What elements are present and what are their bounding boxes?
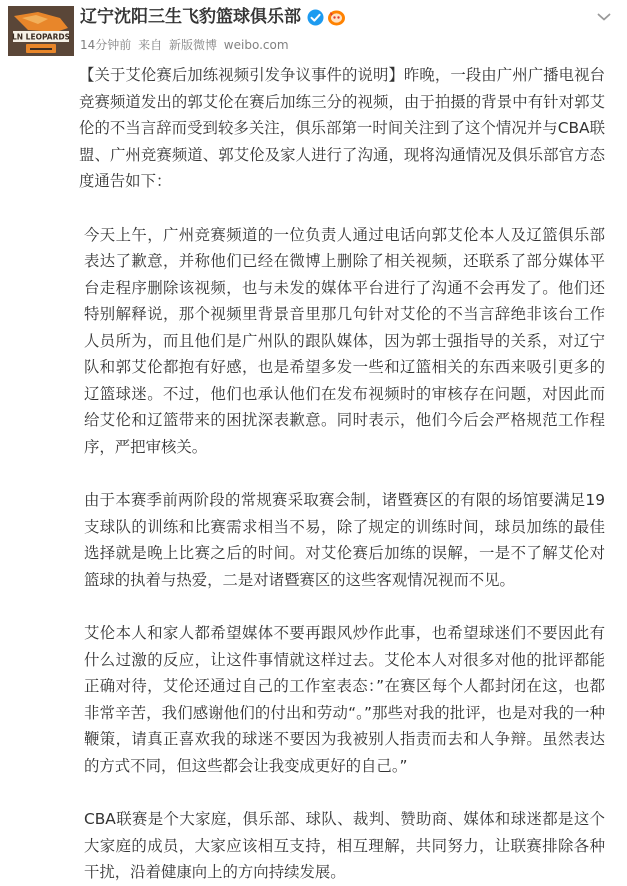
chevron-down-icon[interactable] — [595, 8, 613, 26]
avatar[interactable] — [8, 6, 74, 56]
paragraph-1: 【关于艾伦赛后加练视频引发争议事件的说明】昨晚，一段由广州广播电视台竞赛频道发出的郭艾伦在赛后加练三分的视频，由于拍摄的背景中有针对郭艾伦的不当言辞而受到较多关注，俱乐部第一时间关注到了这个情况并与CBA联盟、广州竞赛频道、郭艾伦及家人进行了沟通，现将沟通情况及俱乐部官方态度通告如下： — [79, 66, 605, 190]
post-time[interactable]: 14分钟前 — [80, 38, 132, 52]
leopards-logo-icon — [8, 6, 74, 56]
source-prefix: 来自 — [138, 38, 163, 52]
paragraph-2: 今天上午，广州竞赛频道的一位负责人通过电话向郭艾伦本人及辽篮俱乐部表达了歉意，并称他们已经在微博上删除了相关视频，还联系了部分媒体平台走程序删除该视频，也与未发的媒体平台进行了沟通不会再发了。他们还特别解释说，那个视频里背景音里那几句针对艾伦的不当言辞绝非该台工作人员所为，而且他们是广州队的跟队媒体，因为郭士强指导的关系，对辽宁队和郭艾伦都抱有好感，也是希望多发一些和辽篮相关的东西来吸引更多的辽篮球迷。不过，他们也承认他们在发布视频时的审核存在问题，对因此而给艾伦和辽篮带来的困扰深表歉意。同时表示，他们今后会严格规范工作程序，严把审核关。 — [84, 225, 605, 456]
paragraph-5: CBA联赛是个大家庭，俱乐部、球队、裁判、赞助商、媒体和球迷都是这个大家庭的成员，大家应该相互支持，相互理解，共同努力，让联赛排除各种干扰，沿着健康向上的方向持续发展。 — [84, 810, 605, 881]
avatar-label: LN LEOPARDS — [12, 32, 70, 42]
author-name[interactable]: 辽宁沈阳三生飞豹篮球俱乐部 — [80, 7, 301, 27]
post-header — [0, 0, 627, 62]
author-row — [80, 6, 346, 28]
post-content — [0, 62, 627, 886]
member-badge-icon[interactable] — [327, 9, 346, 26]
paragraph-4: 艾伦本人和家人都希望媒体不要再跟风炒作此事，也希望球迷们不要因此有什么过激的反应，让这件事情就这样过去。艾伦本人对很多对他的批评都能正确对待，艾伦还通过自己的工作室表态：”在赛区每个人都封闭在这，也都非常辛苦，我们感谢他们的付出和劳动“。”那些对我的批评，也是对我的一种鞭策，请真正喜欢我的球迷不要因为我被别人指责而去和人争辩。虽然表达的方式不同，但这些都会让我变成更好的自己。” — [84, 624, 605, 775]
verified-badge-icon — [307, 9, 324, 26]
source-site: weibo.com — [223, 38, 289, 52]
source-name[interactable]: 新版微博 — [168, 38, 217, 52]
paragraph-3: 由于本赛季前两阶段的常规赛采取赛会制，诸暨赛区的有限的场馆要满足19支球队的训练和比赛需求相当不易，除了规定的训练时间，球员加练的最佳选择就是晚上比赛之后的时间。对艾伦赛后加练的误解，一是不了解艾伦对篮球的执着与热爱，二是对诸暨赛区的这些客观情况视而不见。 — [84, 491, 605, 589]
post-meta — [80, 37, 292, 53]
